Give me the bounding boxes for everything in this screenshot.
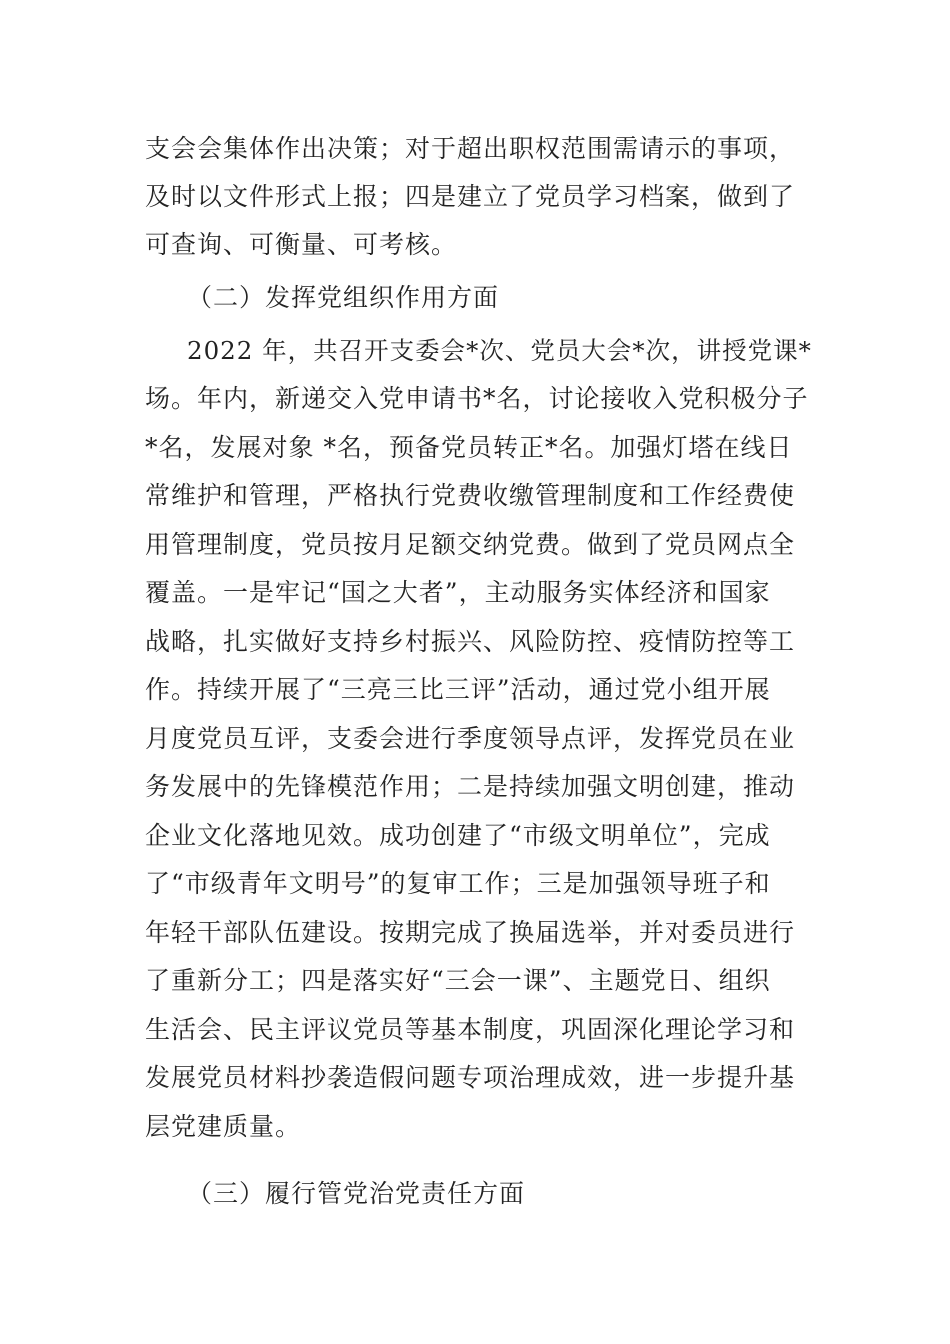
paragraph-line: 覆盖。一是牢记“国之大者”，主动服务实体经济和国家 — [145, 578, 771, 607]
paragraph-line: 及时以文件形式上报；四是建立了党员学习档案，做到了 — [145, 182, 796, 211]
paragraph-line: 月度党员互评，支委会进行季度领导点评，发挥党员在业 — [145, 724, 796, 753]
paragraph-line: 2022 年，共召开支委会*次、党员大会*次，讲授党课* — [187, 336, 812, 365]
paragraph-line: *名，发展对象 *名，预备党员转正*名。加强灯塔在线日 — [145, 433, 793, 462]
paragraph-line: 务发展中的先锋模范作用；二是持续加强文明创建，推动 — [145, 772, 796, 801]
paragraph-line: 了“市级青年文明号”的复审工作；三是加强领导班子和 — [145, 869, 771, 898]
section-heading-3: （三）履行管党治党责任方面 — [187, 1179, 526, 1208]
paragraph-line: 支会会集体作出决策；对于超出职权范围需请示的事项， — [145, 134, 796, 163]
paragraph-line: 层党建质量。 — [145, 1112, 302, 1141]
paragraph-line: 发展党员材料抄袭造假问题专项治理成效，进一步提升基 — [145, 1063, 796, 1092]
paragraph-line: 生活会、民主评议党员等基本制度，巩固深化理论学习和 — [145, 1015, 796, 1044]
paragraph-line: 作。持续开展了“三亮三比三评”活动，通过党小组开展 — [145, 675, 771, 704]
section-heading-2: （二）发挥党组织作用方面 — [187, 283, 500, 312]
paragraph-line: 场。年内，新递交入党申请书*名，讨论接收入党积极分子 — [145, 384, 809, 413]
paragraph-line: 企业文化落地见效。成功创建了“市级文明单位”，完成 — [145, 821, 771, 850]
paragraph-line: 可查询、可衡量、可考核。 — [145, 230, 458, 259]
paragraph-line: 常维护和管理，严格执行党费收缴管理制度和工作经费使 — [145, 481, 796, 510]
paragraph-line: 年轻干部队伍建设。按期完成了换届选举，并对委员进行 — [145, 918, 796, 947]
paragraph-line: 战略，扎实做好支持乡村振兴、风险防控、疫情防控等工 — [145, 627, 796, 656]
paragraph-line: 用管理制度，党员按月足额交纳党费。做到了党员网点全 — [145, 530, 796, 559]
paragraph-line: 了重新分工；四是落实好“三会一课”、主题党日、组织 — [145, 966, 771, 995]
